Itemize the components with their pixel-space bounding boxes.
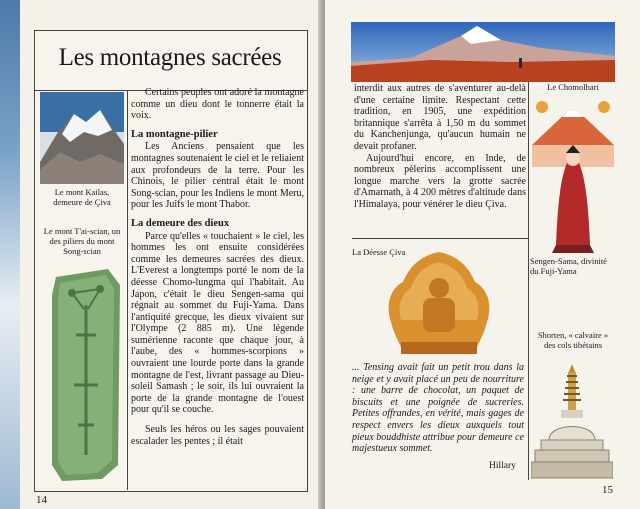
right-vertical-rule [528,82,529,480]
pillar-paragraph: Les Anciens pensaient que les montagnes soutenaient le ciel et le reliaient aux profondeurs de la terre. Pour les Chinois, le pilier central était le mont Song-scian, pour les Indiens le mont Meru, pour les Juifs le mont Thabor. [131,141,304,211]
left-body-text [131,87,304,447]
caption-kailas: Le mont Kailas, demeure de Çiva [53,187,111,207]
caption-shorten: Shorten, « calvaire » des cols tibétains [537,330,609,350]
tradition-paragraph: interdit aux autres de s'aventurer au-delà d'une certaine limite. Respectant cette tradition, en 1905, une expédition britannique s'arrêta à 1,50 m du sommet du Kanchenjunga, qu'aucun humain ne devait profaner. [354,83,526,152]
shiva-statue [383,248,495,358]
hillary-quote: ... Tensing avait fait un petit trou dans la neige et y avait placé un peu de nourriture : une barre de chocolat, un paquet de biscuits et une poignée de sucreries. Petites offrandes, en vérité, mais gages de respect envers les dieux auxquels tout pieux bouddhiste attribue pour demeure ce majestueux sommet. [352,362,524,455]
quote-author: Hillary [489,461,516,471]
intro-paragraph: Certains peuples ont adoré la montagne comme un dieu dont le tonnerre était la voix. [131,87,304,122]
pilgrims-paragraph: Aujourd'hui encore, en Inde, de nombreux pèlerins accomplissent une longue marche vers la grotte sacrée d'Amarnath, à 4 200 mètres d'altitude dans l'Himalaya, pour vénérer le dieu Çiva. [354,152,526,210]
caption-sengen: Sengen-Sama, divinité du Fuji-Yama [530,256,607,276]
page-number-left: 14 [36,494,47,506]
heroes-paragraph: Seuls les héros ou les sages pouvaient escalader les pentes ; il était [131,424,304,447]
caption-taishan: Le mont T'ai-scian, un des piliers du mont Song-scian [43,226,121,256]
kailas-photo [40,92,124,184]
section-heading-pillar: La montagne-pilier [131,128,218,140]
page-number-right: 15 [602,484,613,496]
caption-shiva: La Déesse Çiva [352,247,406,257]
shorten-stupa [531,362,613,480]
right-body-text [354,83,526,211]
page-title: Les montagnes sacrées [58,44,282,71]
section-heading-dwelling: La demeure des dieux [131,217,230,229]
chomolhari-banner [351,22,615,82]
jade-stele [48,265,124,483]
right-horizontal-rule [352,238,528,239]
caption-chomolhari: Le Chomolhari [547,82,599,92]
dwelling-paragraph: Parce qu'elles « touchaient » le ciel, les hommes les ont ensuite considérées comme les demeures sacrées des dieux. L'Everest a longtemps porté le nom de la déesse Chomo-lungma qui l'habitait. Au Japon, c'était le dieu Sengen-sama qui régnait au sommet du Fuji-Yama. Dans l'antiquité grecque, les dieux vivaient sur l'Olympe (2 885 m). Une légende sumérienne raconte que chaque jour, à l'aube, des « hommes-scorpions » ouvraient une lourde porte dans la grande montagne de l'est, livrant passage au Dieu-soleil Samash ; le soir, ils lui ouvraient la porte de la grande montagne de l'ouest pour qu'il se couche. [131,230,304,416]
column-rule [127,91,128,490]
sengen-sama-illustration [532,95,614,255]
page-edge-strip [0,0,20,509]
